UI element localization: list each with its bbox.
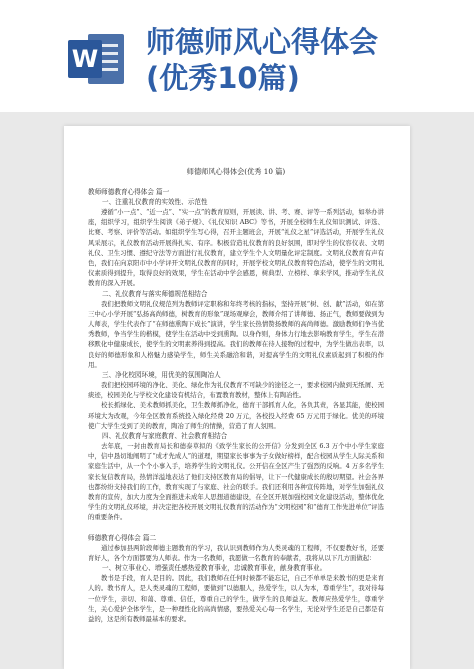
paragraph: 教书是手段，育人是目的。因此，我们教师在任何时候都不能忘记，自己不单单是来教书的更是来育人的。教书育人，是人类灵魂的工程师，要做到“以德服人，热爱学生，以人为本，尊重学生”，我对待每一位学生，亲切、和蔼、尊重、信任，尊重自己的学生，做学生的良师益友。教师应热爱学生，尊重学生，关心爱护全体学生，是一种理性化的高尚情感，要热爱关心每一名学生，无论对学生还是自己都是有益的，这是所有教师最基本的要求。	[88, 574, 384, 623]
subsection-heading: 四、礼仪教育与家庭教育、社会教育相结合	[102, 432, 228, 441]
paragraph: 我们把教师文明礼仪规范列为教师评定职称和年终考核的指标，坚持开展“树、创、献”活动，如在第三中心小学开展“弘扬高尚师德，树教育的形象”现场观摩会，教师介绍了讲师德、扬正气，教师要做到为人师表，学生代表作了“在师德熏陶下成长”演讲，学生家长热情赞扬教师的高尚师德。激励教师们争当优秀教师，争当学生的楷模，使学生在活动中受到熏陶。以身作则，身体力行地去影响教育学生，学生在潜移默化中健康成长，使学生的文明素养得到提高。我们的教师在待人接物的过程中，为学生做出表率，以良好的师德形象和人格魅力感染学生，师生关系融洽和谐，对提高学生的文明礼仪素质起到了积极的作用。	[88, 299, 384, 369]
section-heading: 教师师德教育心得体会 篇一	[88, 188, 170, 196]
document-page	[64, 126, 410, 669]
paragraph: 我们把校园环境的净化、美化、绿化作为礼仪教育不可缺少的途径之一，要求校园内做到无纸屑、无痰迹，校园美化与学校文化建设有机结合，布置教育教材，整体上有陶冶性。	[88, 381, 384, 400]
paragraph: 遵循“小一点”、“近一点”、“实一点”的教育原则，开展读、讲、考、赛、评等一系列活动，如举办讲座，组织学习，组织学生阅读《弟子规》、《礼仪知识 ABC》等书，开展全校师生礼仪知识测试、评选、比赛、考察、评价等活动。如组织学生写心得，召开主题班会，开展“礼仪之星”评选活动，开展学生礼仪风采展示，礼仪教育活动开展得扎实、有序。积极营造礼仪教育的良好氛围，即对学生的仪容仪表、文明礼仪、卫生习惯、遵纪守法等方面进行礼仪教育，建立学生个人文明量化评定制度。文明礼仪教育有声有色，我们在向京阳市中小学评开文明礼仪教育的同时，开展学校文明礼仪教育特色活动，使学生的文明礼仪素质得到提升，取得良好的效果，学生在活动中学会感恩，树典型、立榜样、拿来学风，推动学生礼仪教育的深入开展。	[88, 208, 384, 288]
title-line-2: (优秀10篇)	[146, 61, 300, 95]
document-title: 师德师风心得体会(优秀 10 篇)	[186, 167, 286, 176]
section-gap	[88, 523, 384, 533]
subsection-heading: 一、注重礼仪教育的实效性、示范性	[102, 198, 208, 206]
word-icon-letter: W	[71, 45, 99, 73]
page-title	[146, 24, 378, 96]
paragraph: 去年底，一封由教育局长和德泰草拟的《致学生家长的公开信》分发到全区 6.3 万个中小学生家庭中，信中恳切地阐明了“成才先成人”的道理，期望家长事事为子女做好榜样，配合校园从学生人际关系和家庭生活中，从一个个小事入手，培养学生的文明礼仪。公开信在全区产生了强烈的反响。4 万多名学生家长复信教育局，热情洋溢地表达了他们支持区教育局的倡导，让下一代健康成长的殷切期望。社会各界也都纷纷支持我们的工作，教育实现了与家庭、社会的联手。我们还利用各种宣传阵地，对学生加强礼仪教育的宣传，加大力度为全面推进未成年人思想道德建设，在全区开展加强校园文化建设活动，整体优化学生的文明礼仪环境，并决定把各校开展文明礼仪教育的活动作为“文明校园”和“德育工作先进单位”评选的重要条件。	[88, 442, 384, 522]
document-body	[88, 187, 384, 624]
header-banner	[0, 0, 474, 100]
word-document-icon	[68, 32, 126, 86]
subsection-heading: 一、树立事业心、增强责任感热爱教育事业，忠诚教育事业，献身教育事业。	[102, 564, 327, 573]
section-heading: 师德教育心得体会 篇二	[88, 533, 157, 542]
subsection-heading: 三、净化校园环境，用优美的氛围陶冶人	[102, 371, 221, 380]
paragraph: 校长抓绿化、美术教师抓美化，卫生教师抓净化，德育干部抓育人化，各负其责，各显其能，使校园环境大为改观，今年全区教育系统投入绿化经费 20 万元，各校投入经费 65 万元用于绿化。优美的环境使广大学生受到了美的教育，陶冶了师生的情操，营造了育人氛围。	[88, 401, 384, 430]
paragraph: 通过参加县两阶段师德主题教育的学习，我认识到教师作为人类灵魂的工程师，不仅要教好书，还要育好人，各个方面都要为人师表。作为一名教师，我愿做一名教育的奉献者，我将从以下几方面做起：	[88, 543, 384, 562]
subsection-heading: 二、礼仪教育与落实师德规范相结合	[102, 289, 208, 298]
title-line-1: 师德师风心得体会	[146, 25, 379, 59]
